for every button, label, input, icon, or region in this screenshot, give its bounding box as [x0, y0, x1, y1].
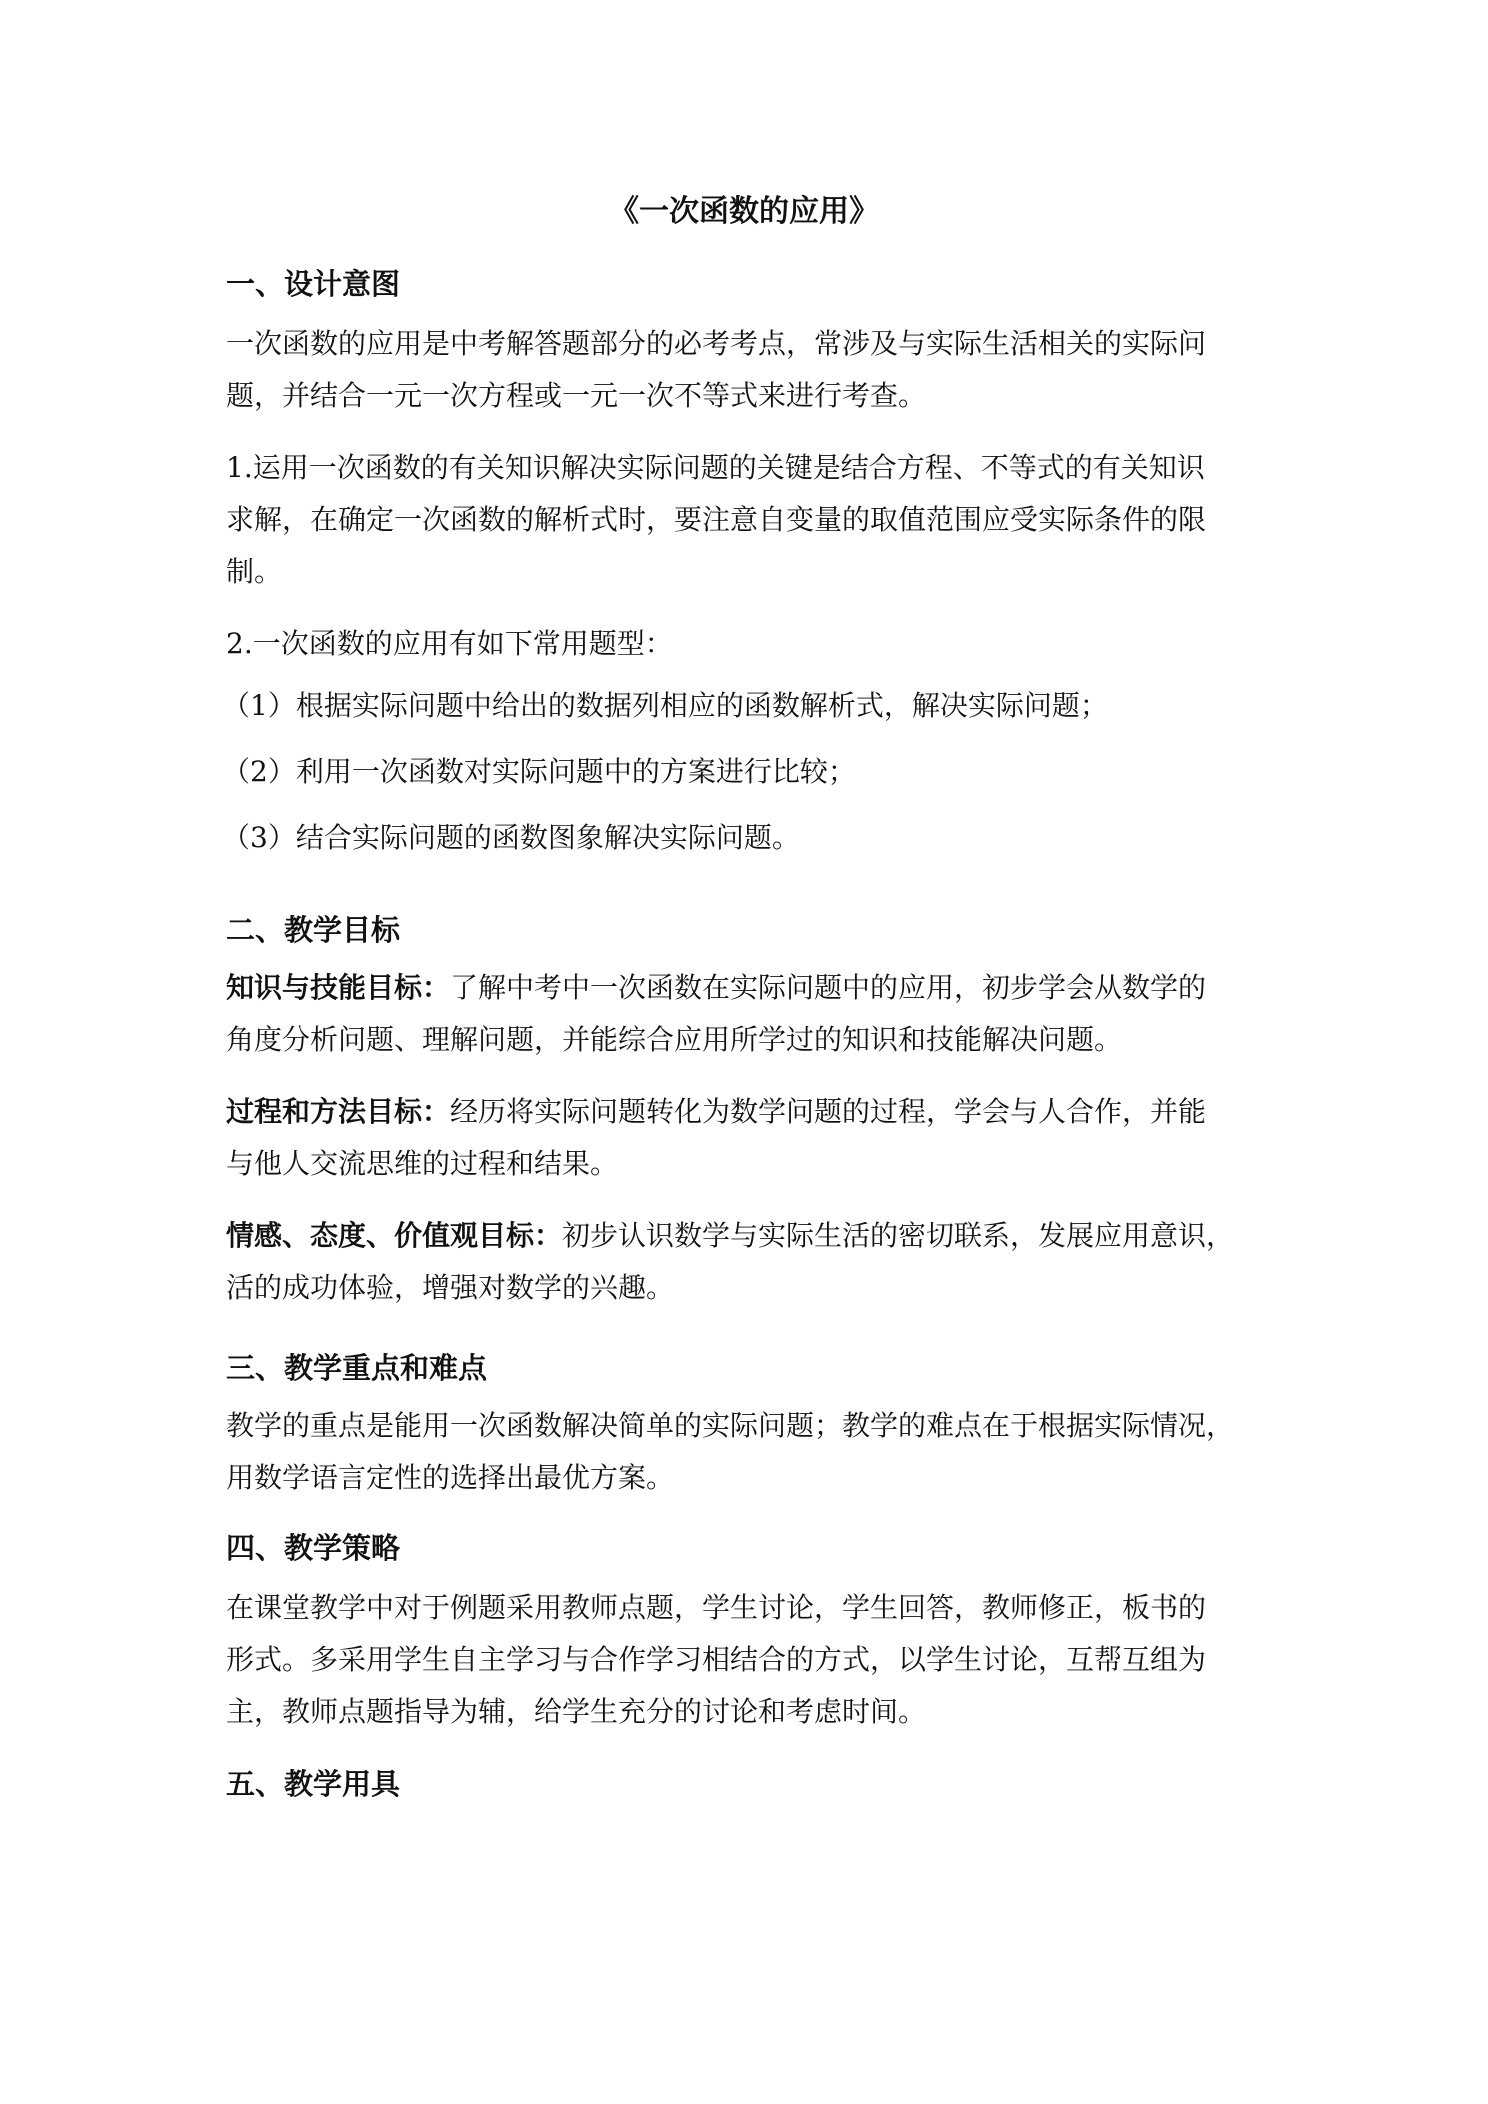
- paragraph-line: [226, 962, 1266, 1014]
- section-heading-teaching-goals: 二、教学目标: [226, 913, 401, 947]
- paragraph-line: 活的成功体验，增强对数学的兴趣。: [226, 1271, 675, 1304]
- paragraph-line: 用数学语言定性的选择出最优方案。: [226, 1461, 675, 1494]
- paragraph-line: 求解，在确定一次函数的解析式时，要注意自变量的取值范围应受实际条件的限: [226, 503, 1207, 536]
- paragraph-line: 形式。多采用学生自主学习与合作学习相结合的方式，以学生讨论，互帮互组为: [226, 1643, 1207, 1676]
- document-title: 《一次函数的应用》: [609, 194, 879, 229]
- paragraph-line: [226, 1086, 1266, 1138]
- section-body-teaching-strategy: [226, 1582, 1266, 1738]
- section-heading-teaching-strategy: 四、教学策略: [226, 1531, 401, 1565]
- goal-text: 初步认识数学与实际生活的密切联系，发展应用意识，: [562, 1219, 1235, 1252]
- goal-label: 过程和方法目标：: [226, 1095, 451, 1128]
- section-heading-teaching-tools: 五、教学用具: [226, 1767, 401, 1801]
- goal-text: 经历将实际问题转化为数学问题的过程，学会与人合作，并能: [450, 1095, 1207, 1128]
- goal-emotion-attitude-values: [226, 1210, 1266, 1314]
- section-heading-design-intent: 一、设计意图: [226, 267, 401, 301]
- section-heading-key-difficult-points: 三、教学重点和难点: [226, 1351, 488, 1385]
- paragraph-line: 主，教师点题指导为辅，给学生充分的讨论和考虑时间。: [226, 1695, 927, 1728]
- goal-knowledge-skills: [226, 962, 1266, 1066]
- paragraph-line: 题，并结合一元一次方程或一元一次不等式来进行考查。: [226, 379, 927, 412]
- paragraph-line: 在课堂教学中对于例题采用教师点题，学生讨论，学生回答，教师修正，板书的: [226, 1591, 1207, 1624]
- point-1: [226, 442, 1266, 598]
- list-item: （3）结合实际问题的函数图象解决实际问题。: [222, 821, 800, 854]
- section-body-design-intent: [226, 318, 1266, 422]
- list-item: （2）利用一次函数对实际问题中的方案进行比较；: [222, 755, 856, 788]
- goal-text: 了解中考中一次函数在实际问题中的应用，初步学会从数学的: [450, 971, 1207, 1004]
- paragraph-line: 制。: [226, 555, 283, 588]
- paragraph-line: 2.一次函数的应用有如下常用题型：: [226, 627, 673, 660]
- paragraph-line: 1.运用一次函数的有关知识解决实际问题的关键是结合方程、不等式的有关知识: [226, 451, 1205, 484]
- question-types-list: [222, 680, 1262, 864]
- goal-label: 情感、态度、价值观目标：: [226, 1219, 563, 1252]
- paragraph-line: 教学的重点是能用一次函数解决简单的实际问题；教学的难点在于根据实际情况，: [226, 1409, 1235, 1442]
- list-item: （1）根据实际问题中给出的数据列相应的函数解析式，解决实际问题；: [222, 689, 1108, 722]
- goal-label: 知识与技能目标：: [226, 971, 451, 1004]
- goal-process-method: [226, 1086, 1266, 1190]
- paragraph-line: 角度分析问题、理解问题，并能综合应用所学过的知识和技能解决问题。: [226, 1023, 1123, 1056]
- paragraph-line: 一次函数的应用是中考解答题部分的必考考点，常涉及与实际生活相关的实际问: [226, 327, 1207, 360]
- point-2: [226, 618, 1266, 670]
- section-body-key-difficult-points: [226, 1400, 1266, 1504]
- paragraph-line: 与他人交流思维的过程和结果。: [226, 1147, 619, 1180]
- paragraph-line: [226, 1210, 1266, 1262]
